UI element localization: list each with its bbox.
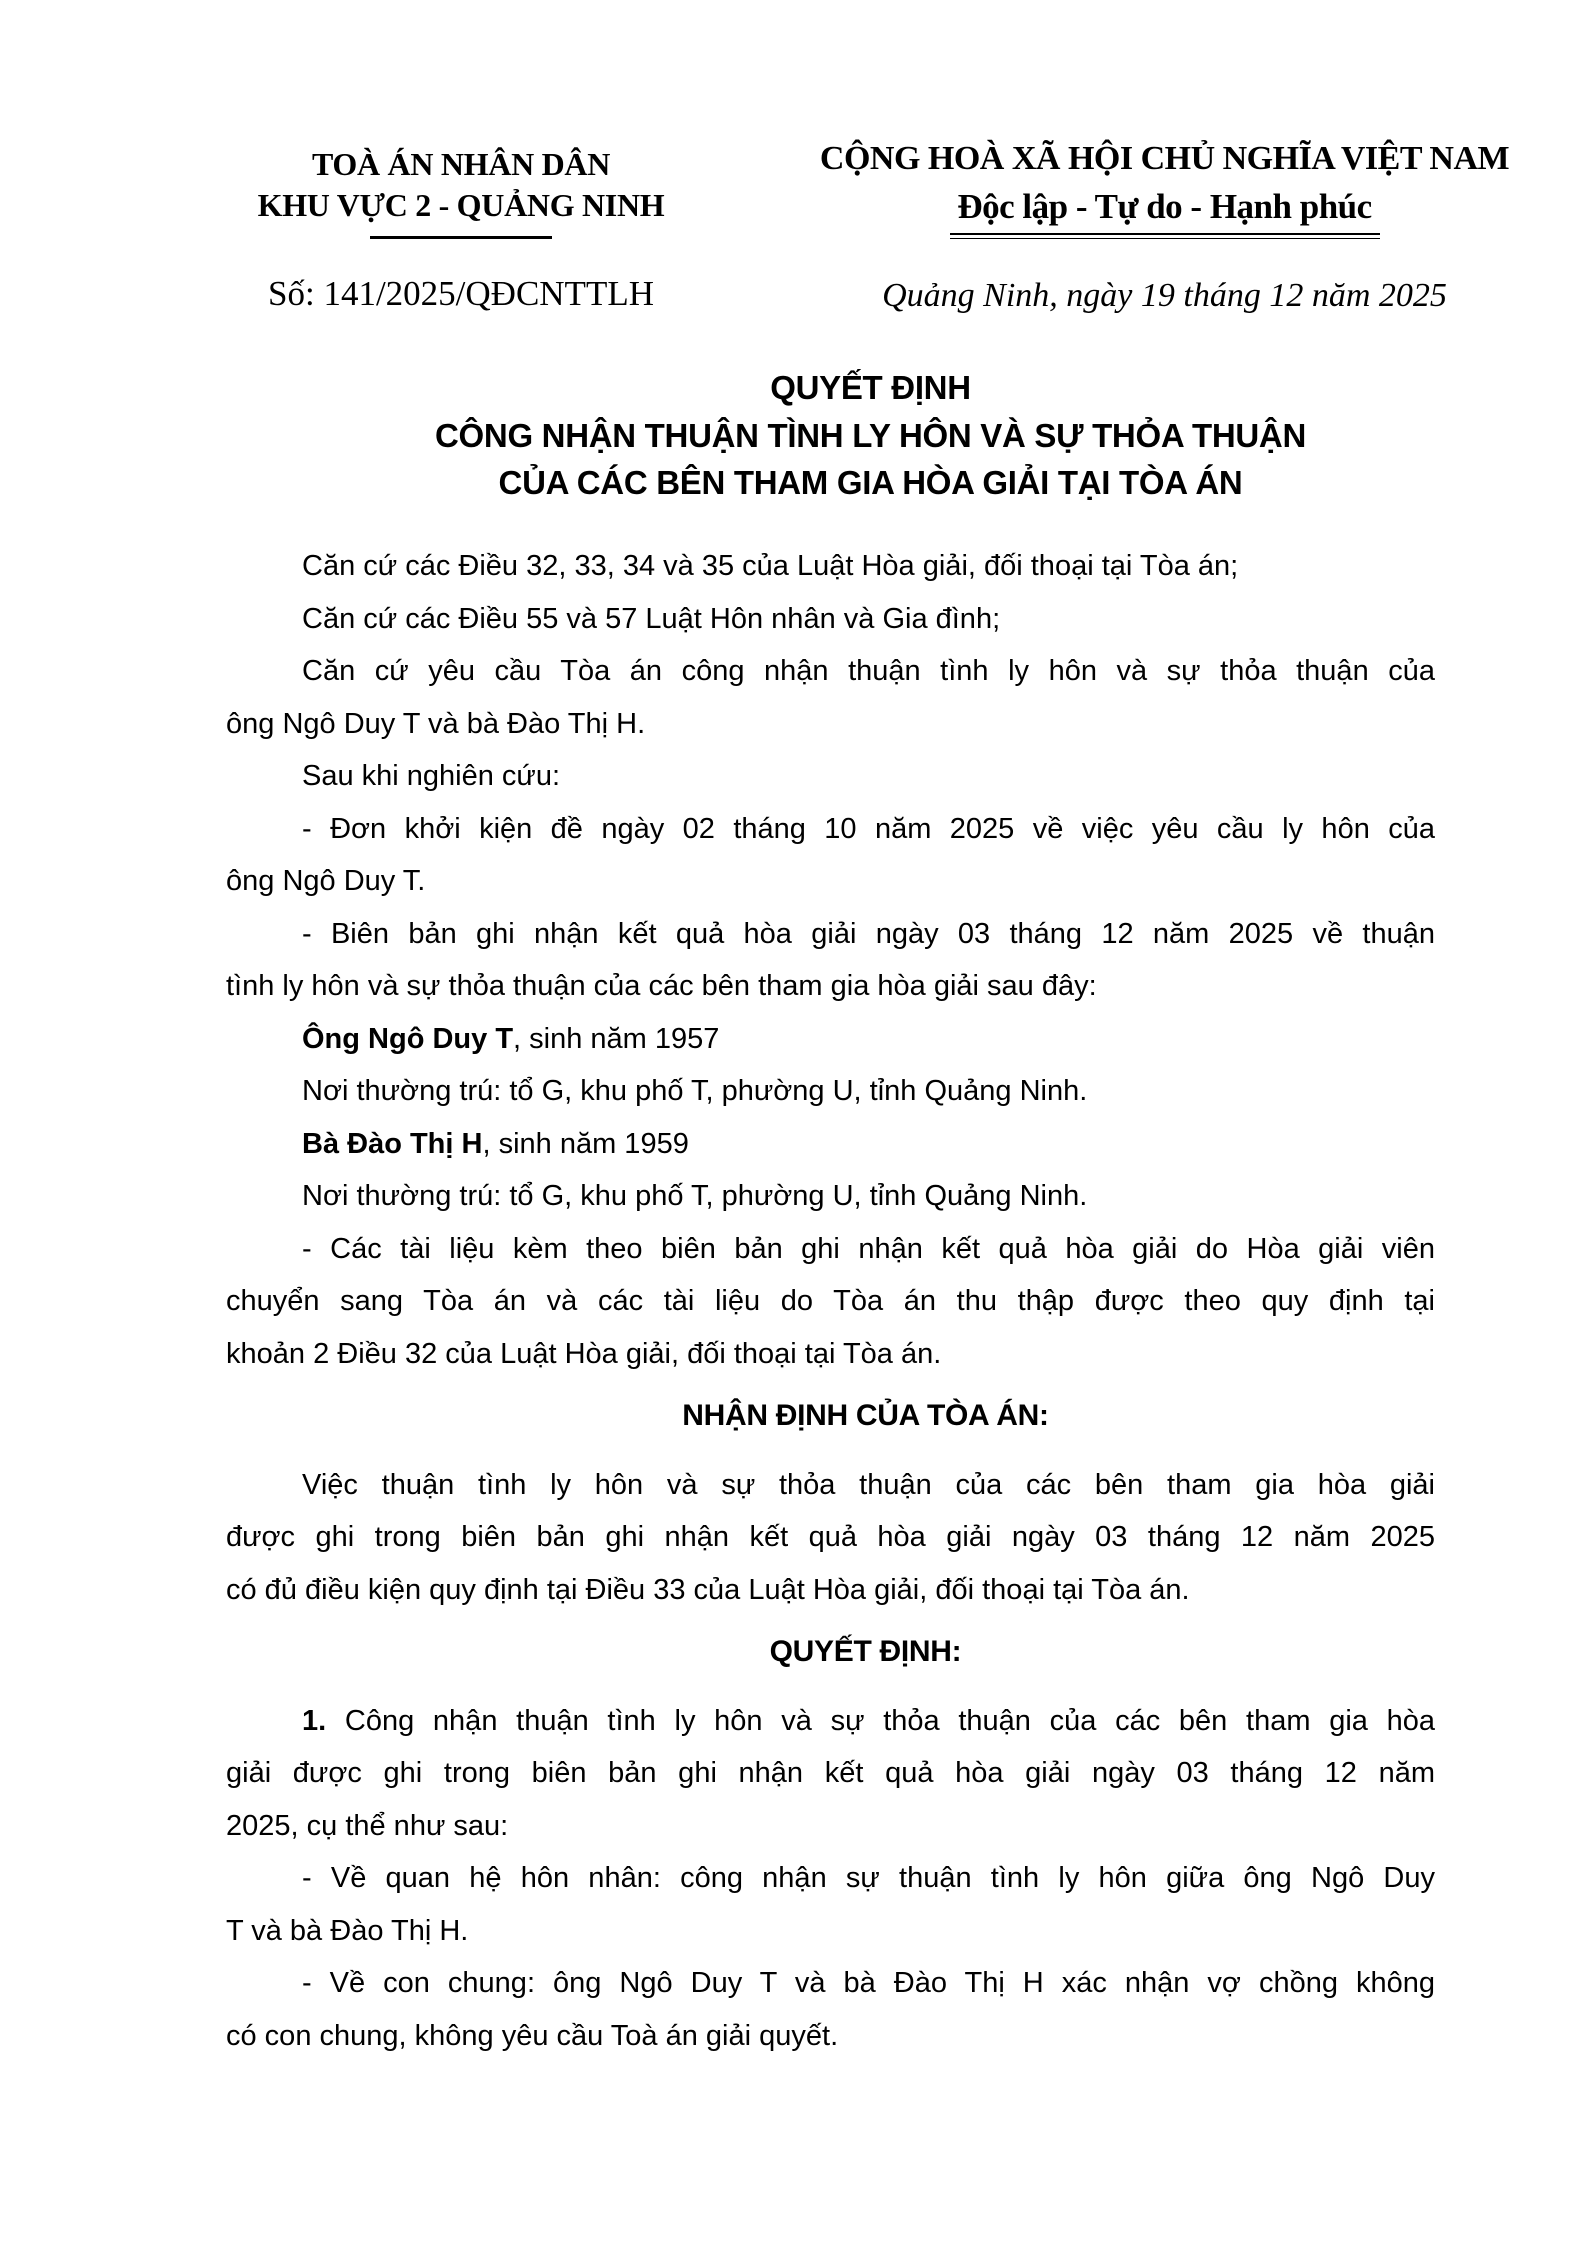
- title-line3: CỦA CÁC BÊN THAM GIA HÒA GIẢI TẠI TÒA ÁN: [498, 464, 1243, 501]
- paragraph: [226, 803, 1435, 908]
- place-date-line: Quảng Ninh, ngày 19 tháng 12 năm 2025: [882, 277, 1447, 314]
- body-line: 1. Công nhận thuận tình ly hôn và sự thỏa thuận của các bên tham gia hòa: [302, 1704, 1435, 1737]
- national-name-line: CỘNG HOÀ XÃ HỘI CHỦ NGHĨA VIỆT NAM: [819, 140, 1510, 177]
- body-line: Căn cứ các Điều 55 và 57 Luật Hôn nhân và Gia đình;: [302, 602, 1001, 635]
- court-name-line1: TOÀ ÁN NHÂN DÂN: [311, 146, 611, 182]
- motto-separator-rule: [950, 233, 1380, 239]
- body-line: Nơi thường trú: tổ G, khu phố T, phường U, tỉnh Quảng Ninh.: [302, 1075, 1088, 1107]
- body-line: có đủ điều kiện quy định tại Điều 33 của Luật Hòa giải, đối thoại tại Tòa án.: [226, 1573, 1190, 1606]
- body-line: khoản 2 Điều 32 của Luật Hòa giải, đối thoại tại Tòa án.: [226, 1337, 942, 1370]
- body-line: Căn cứ yêu cầu Tòa án công nhận thuận tình ly hôn và sự thỏa thuận của: [302, 655, 1435, 687]
- paragraph: [226, 750, 1435, 803]
- court-separator-rule: [370, 236, 552, 239]
- body-line: Bà Đào Thị H, sinh năm 1959: [302, 1127, 689, 1160]
- body-line: ông Ngô Duy T.: [226, 865, 426, 897]
- paragraph: [226, 1170, 1435, 1223]
- paragraph: [226, 1118, 1435, 1171]
- body-line: Ông Ngô Duy T, sinh năm 1957: [302, 1022, 720, 1055]
- body-line: giải được ghi trong biên bản ghi nhận kết quả hòa giải ngày 03 tháng 12 năm: [226, 1757, 1435, 1789]
- body-line: ông Ngô Duy T và bà Đào Thị H.: [226, 707, 646, 740]
- paragraph: [226, 1065, 1435, 1118]
- body-line: Căn cứ các Điều 32, 33, 34 và 35 của Luật Hòa giải, đối thoại tại Tòa án;: [302, 550, 1239, 582]
- body-line: được ghi trong biên bản ghi nhận kết quả hòa giải ngày 03 tháng 12 năm 2025: [226, 1521, 1435, 1553]
- body-line: - Về quan hệ hôn nhân: công nhận sự thuận tình ly hôn giữa ông Ngô Duy: [302, 1862, 1435, 1894]
- paragraph: [226, 1957, 1435, 2062]
- national-motto-block: [806, 135, 1523, 239]
- body-line: tình ly hôn và sự thỏa thuận của các bên tham gia hòa giải sau đây:: [226, 970, 1097, 1002]
- title-line1: QUYẾT ĐỊNH: [770, 369, 971, 406]
- paragraph: [226, 1852, 1435, 1957]
- body-line: Việc thuận tình ly hôn và sự thỏa thuận của các bên tham gia hòa giải: [302, 1468, 1435, 1501]
- body-line: 2025, cụ thể như sau:: [226, 1809, 509, 1842]
- body-line: - Về con chung: ông Ngô Duy T và bà Đào Thị H xác nhận vợ chồng không: [302, 1967, 1435, 1999]
- body-line: T và bà Đào Thị H.: [226, 1914, 469, 1947]
- body-line: - Đơn khởi kiện đề ngày 02 tháng 10 năm 2025 về việc yêu cầu ly hôn của: [302, 812, 1435, 845]
- section-heading: QUYẾT ĐỊNH:: [769, 1635, 962, 1668]
- paragraph: [226, 1695, 1435, 1853]
- title-line2: CÔNG NHẬN THUẬN TÌNH LY HÔN VÀ SỰ THỎA THUẬN: [435, 416, 1306, 454]
- document-body: [226, 540, 1435, 2062]
- bold-lead: Bà Đào Thị H: [302, 1127, 483, 1160]
- national-motto-line: Độc lập - Tự do - Hạnh phúc: [957, 187, 1372, 226]
- body-line: Nơi thường trú: tổ G, khu phố T, phường U, tỉnh Quảng Ninh.: [302, 1180, 1088, 1212]
- paragraph: [226, 645, 1435, 750]
- court-name-block: [226, 144, 696, 239]
- body-line: - Biên bản ghi nhận kết quả hòa giải ngày 03 tháng 12 năm 2025 về thuận: [302, 917, 1435, 950]
- paragraph: [226, 1013, 1435, 1066]
- court-name-line2: KHU VỰC 2 - QUẢNG NINH: [257, 187, 665, 223]
- body-line: chuyển sang Tòa án và các tài liệu do Tòa án thu thập được theo quy định tại: [226, 1285, 1435, 1317]
- paragraph: [226, 593, 1435, 646]
- body-line: - Các tài liệu kèm theo biên bản ghi nhận kết quả hòa giải do Hòa giải viên: [302, 1232, 1435, 1265]
- body-line: có con chung, không yêu cầu Toà án giải quyết.: [226, 2019, 839, 2052]
- body-line: Sau khi nghiên cứu:: [302, 760, 561, 792]
- paragraph: [226, 540, 1435, 593]
- paragraph: [226, 908, 1435, 1013]
- bold-lead: 1.: [302, 1704, 327, 1737]
- section-heading: NHẬN ĐỊNH CỦA TÒA ÁN:: [682, 1399, 1049, 1432]
- document-number: Số: 141/2025/QĐCNTTLH: [268, 274, 654, 313]
- bold-lead: Ông Ngô Duy T: [302, 1022, 514, 1055]
- paragraph: [226, 1223, 1435, 1381]
- document-title: [266, 364, 1475, 507]
- paragraph: [226, 1459, 1435, 1617]
